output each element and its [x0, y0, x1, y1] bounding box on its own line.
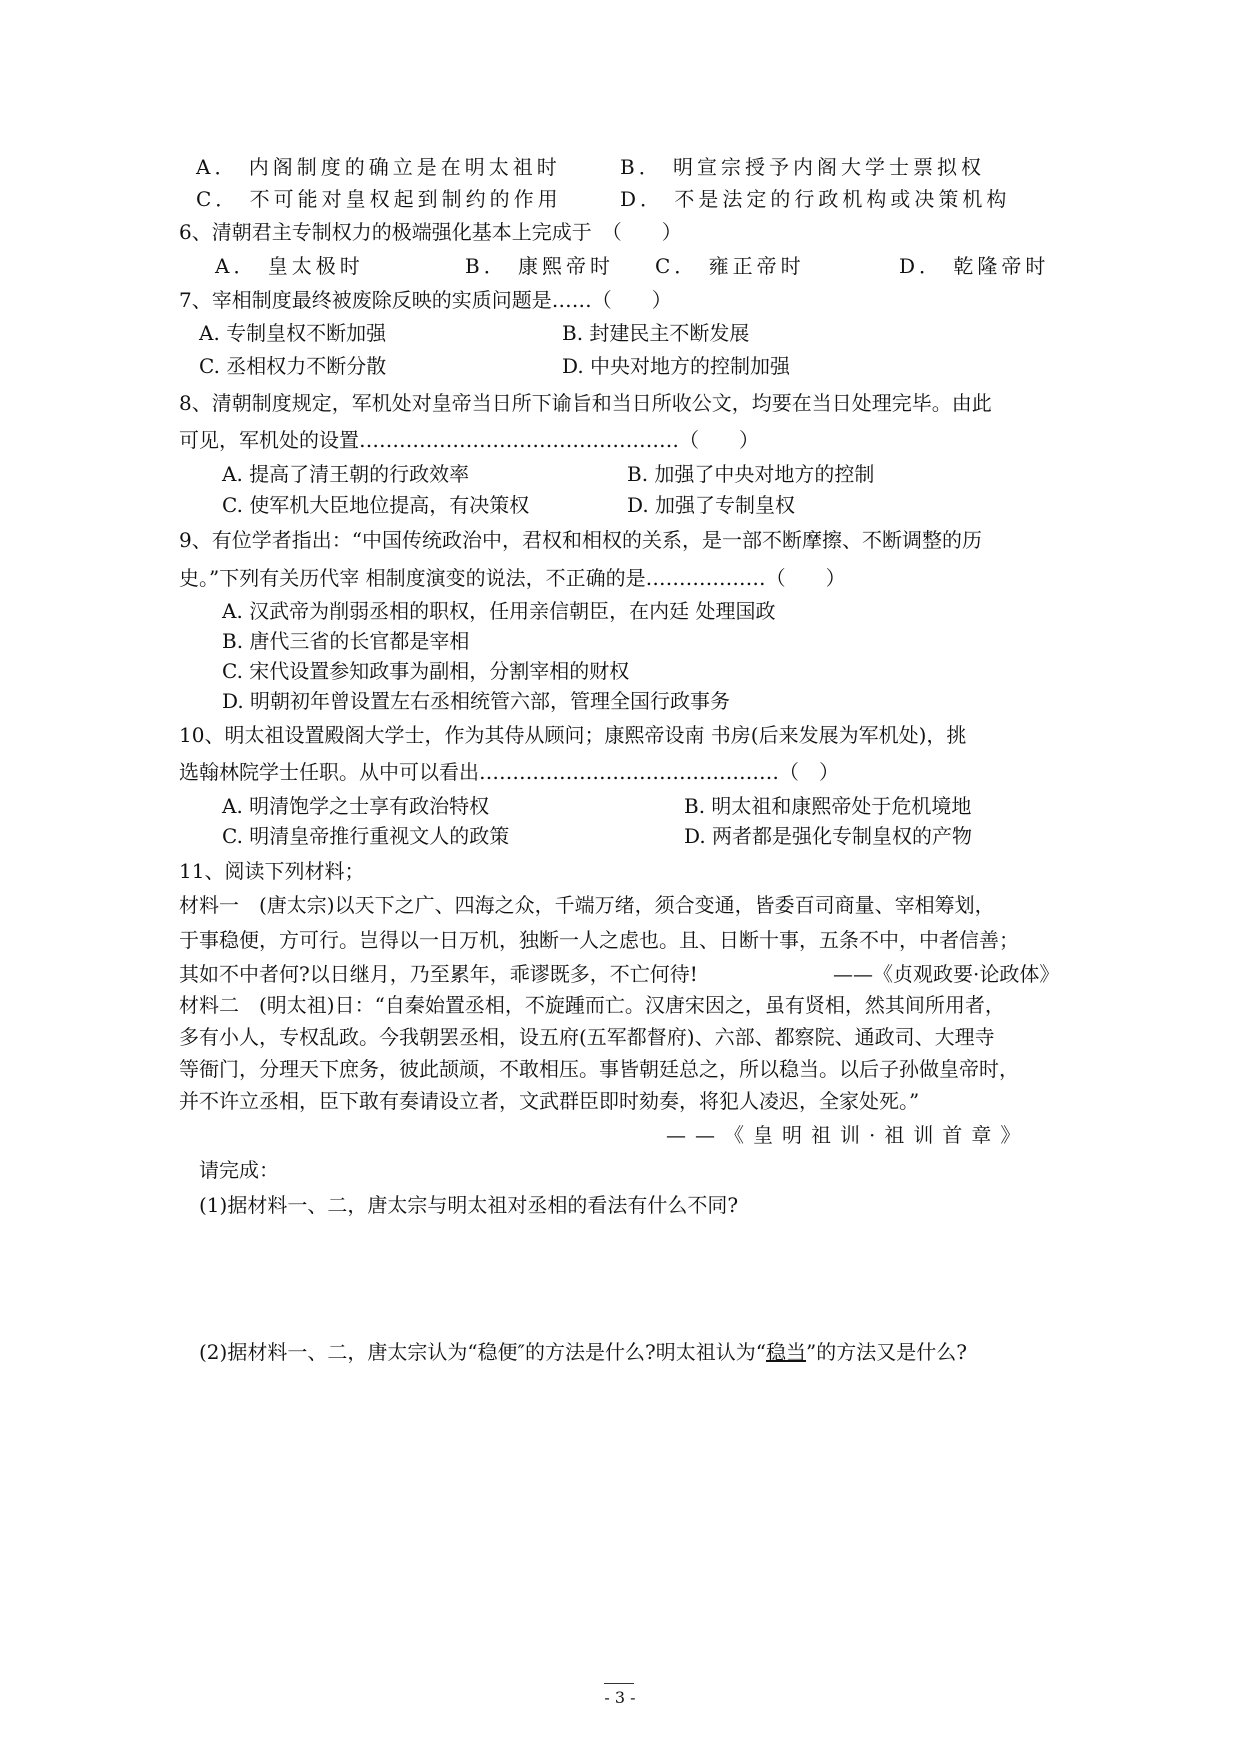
q7-option-b: B. 封建民主不断发展: [562, 321, 750, 345]
q9-option-c: C. 宋代设置参知政事为副相，分割宰相的财权: [222, 659, 630, 683]
footer-rule: [604, 1683, 634, 1684]
q6-stem: 6、清朝君主专制权力的极端强化基本上完成于 （ ）: [179, 220, 682, 244]
q11-prompt: 请完成：: [199, 1158, 279, 1182]
q7-option-d: D. 中央对地方的控制加强: [562, 354, 791, 378]
q11-sub2-underlined: 稳当: [765, 1340, 806, 1364]
q9-stem-line1: 9、有位学者指出：“中国传统政治中，君权和相权的关系，是一部不断摩擦、不断调整的历: [179, 528, 982, 552]
q8-stem-line2: 可见，军机处的设置…………………………………………（ ）: [179, 428, 759, 452]
q11-sub2-prefix: (2)据材料一、二，唐太宗认为“稳便″的方法是什么?明太祖认为“: [199, 1340, 766, 1364]
q10-option-c: C. 明清皇帝推行重视文人的政策: [222, 824, 510, 848]
q5-option-d: D． 不是法定的行政机构或决策机构: [620, 187, 1011, 211]
material2-line2: 多有小人，专权乱政。今我朝罢丞相，设五府(五军都督府)、六部、都察院、通政司、大理寺: [179, 1025, 995, 1049]
q9-option-a: A. 汉武帝为削弱丞相的职权，任用亲信朝臣，在内廷 处理国政: [222, 599, 776, 623]
q6-option-b: B． 康熙帝时: [465, 254, 615, 278]
q8-option-a: A. 提高了清王朝的行政效率: [222, 462, 470, 486]
q7-stem: 7、宰相制度最终被废除反映的实质问题是……（ ）: [179, 288, 672, 312]
q10-option-b: B. 明太祖和康熙帝处于危机境地: [684, 794, 972, 818]
q9-stem-line2: 史。”下列有关历代宰 相制度演变的说法，不正确的是………………（ ）: [179, 566, 846, 590]
page-number: - 3 -: [604, 1688, 636, 1707]
q8-option-b: B. 加强了中央对地方的控制: [627, 462, 875, 486]
q11-stem: 11、阅读下列材料；: [179, 859, 365, 883]
q10-option-d: D. 两者都是强化专制皇权的产物: [684, 824, 973, 848]
q10-option-a: A. 明清饱学之士享有政治特权: [222, 794, 490, 818]
q11-sub2-suffix: ”的方法又是什么?: [805, 1340, 967, 1364]
q9-option-d: D. 明朝初年曾设置左右丞相统管六部，管理全国行政事务: [222, 689, 731, 713]
q11-subquestion-1: (1)据材料一、二，唐太宗与明太祖对丞相的看法有什么不同?: [199, 1193, 739, 1217]
q7-option-c: C. 丞相权力不断分散: [199, 354, 387, 378]
q10-stem-line1: 10、明太祖设置殿阁大学士，作为其侍从顾问；康熙帝设南 书房(后来发展为军机处)，挑: [179, 723, 967, 747]
material2-line4: 并不许立丞相，臣下敢有奏请设立者，文武群臣即时劾奏，将犯人凌迟，全家处死。”: [179, 1089, 920, 1113]
q7-option-a: A. 专制皇权不断加强: [199, 321, 387, 345]
material1-line3: 其如不中者何?以日继月，乃至累年，乖谬既多，不亡何待!: [179, 962, 698, 986]
q10-stem-line2: 选翰林院学士任职。从中可以看出………………………………………（ ）: [179, 760, 839, 784]
q5-option-b: B． 明宣宗授予内阁大学士票拟权: [620, 155, 986, 179]
q8-option-d: D. 加强了专制皇权: [627, 493, 796, 517]
q8-option-c: C. 使军机大臣地位提高，有决策权: [222, 493, 530, 517]
q5-option-a: A． 内阁制度的确立是在明太祖时: [196, 155, 561, 179]
q5-option-c: C． 不可能对皇权起到制约的作用: [196, 187, 562, 211]
q6-option-d: D． 乾隆帝时: [899, 254, 1050, 278]
q9-option-b: B. 唐代三省的长官都是宰相: [222, 629, 470, 653]
q6-option-a: A． 皇太极时: [215, 254, 364, 278]
q6-option-c: C． 雍正帝时: [655, 254, 805, 278]
material1-line1: 材料一 (唐太宗)以天下之广、四海之众，千端万绪，须合变通，皆委百司商量、宰相筹划，: [179, 893, 995, 917]
material2-line1: 材料二 (明太祖)日：“自秦始置丞相，不旋踵而亡。汉唐宋因之，虽有贤相，然其间所用者，: [179, 993, 1005, 1017]
q11-subquestion-2: [199, 1337, 967, 1367]
material2-line3: 等衙门，分理天下庶务，彼此颉颃，不敢相压。事皆朝廷总之，所以稳当。以后子孙做皇帝时，: [179, 1057, 1019, 1081]
material1-source: ——《贞观政要·论政体》: [833, 962, 1060, 986]
material2-source: ——《皇明祖训·祖训首章》: [666, 1123, 1030, 1147]
q8-stem-line1: 8、清朝制度规定，军机处对皇帝当日所下谕旨和当日所收公文，均要在当日处理完毕。由此: [179, 391, 992, 415]
material1-line2: 于事稳便，方可行。岂得以一日万机，独断一人之虑也。且、日断十事，五条不中，中者信善；: [179, 928, 1019, 952]
